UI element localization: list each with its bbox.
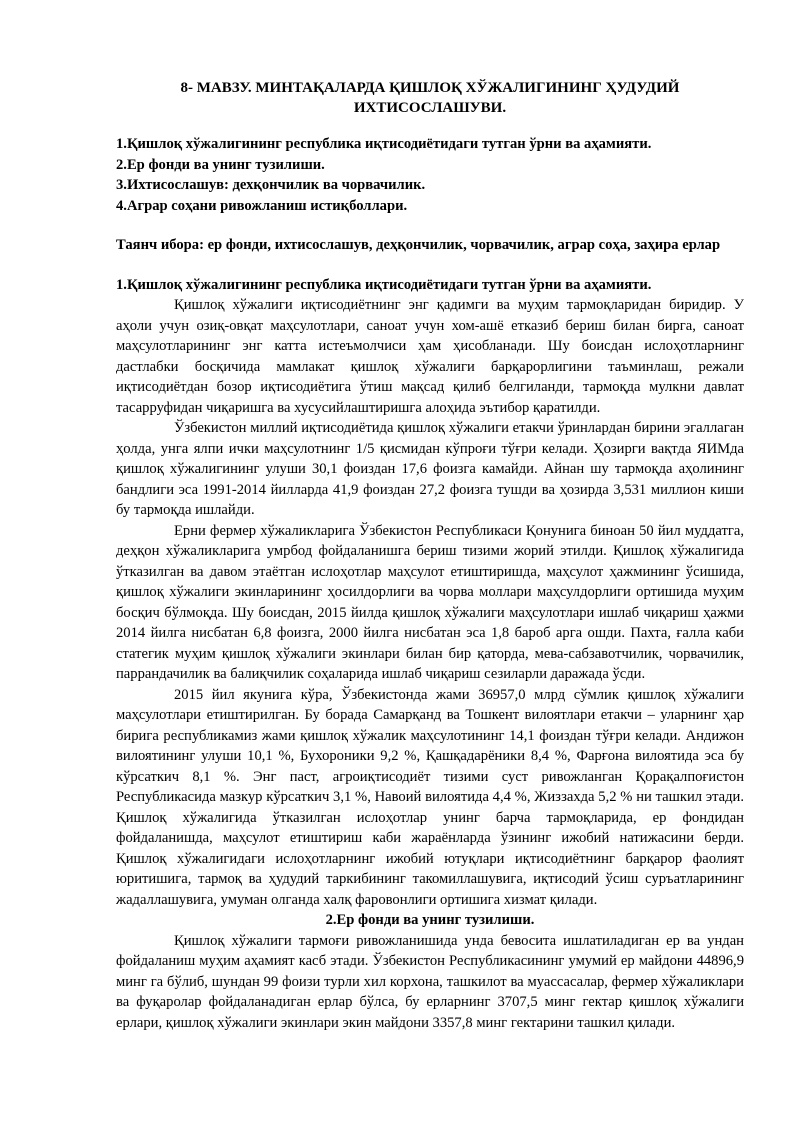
- outline-item-1: 1.Қишлоқ хўжалигининг республика иқтисодиётидаги тутган ўрни ва аҳамияти.: [116, 136, 652, 152]
- body-paragraph: Ерни фермер хўжаликларига Ўзбекистон Республикаси Қонунига биноан 50 йил муддатга, деҳқон хўжаликларига умрбод фойдаланишга бериш тизими жорий этилди. Қишлоқ хўжалигида ўтказилган ва давом этаётган ислоҳотлар маҳсулот етиштиришда, маҳсулот ҳажмининг ўсишида, қишлоқ хўжалиги экинларининг ҳосилдорлиги ва чорва моллари маҳсулдорлиги ортишида муҳим босқич бўлмоқда. Шу боисдан, 2015 йилда қишлоқ хўжалиги маҳсулотлари ишлаб чиқариш ҳажми 2014 йилга нисбатан 6,8 фоизга, 2000 йилга нисбатан эса 1,8 бароб арга ошди. Пахта, ғалла каби статегик муҳим қишлоқ хўжалиги экинлари билан бир қаторда, мева-сабзавотчилик, чорвачилик, паррандачилик ва балиқчилик соҳаларида ишлаб чиқариш сезиларли даражада ўсди.: [116, 522, 744, 682]
- title-line-2: ИХТИСОСЛАШУВИ.: [353, 100, 507, 116]
- keywords: Таянч ибора: ер фонди, ихтисослашув, деҳқончилик, чорвачилик, аграр соҳа, заҳира ерлар: [116, 237, 721, 253]
- outline-item-3: 3.Ихтисослашув: дехқончилик ва чорвачилик.: [116, 177, 426, 193]
- spacer: [116, 256, 744, 275]
- section-1-heading: 1.Қишлоқ хўжалигининг республика иқтисодиётидаги тутган ўрни ва аҳамияти.: [116, 276, 652, 293]
- body-paragraph: Қишлоқ хўжалиги иқтисодиётнинг энг қадимги ва муҳим тармоқларидан биридир. У аҳоли учун озиқ-овқат маҳсулотлари, саноат учун хом-ашё етказиб бериш билан бирга, саноат маҳсулотларининг энг катта истеъмолчиси ҳам ҳисобланади. Шу боисдан ислоҳотларнинг дастлабки босқичида мамлакат қишлоқ хўжалиги барқарорлигини таъминлаш, режали иқтисодиётдан бозор иқтисодиётига ўтиш мақсад қилиб белгиланди, тармоқда мулкни давлат тасарруфидан чиқаришга ва хусусийлаштиришга алоҳида эътибор қаратилди.: [116, 297, 744, 416]
- title-line-1: 8- МАВЗУ. МИНТАҚАЛАРДА ҚИШЛОҚ ХЎЖАЛИГИНИНГ ҲУДУДИЙ: [180, 80, 680, 96]
- document-page: [116, 78, 744, 1033]
- document-title: [116, 78, 744, 118]
- spacer: [116, 216, 744, 235]
- body-paragraph: Ўзбекистон миллий иқтисодиётида қишлоқ хўжалиги етакчи ўринлардан бирини эгаллаган ҳолда, унга ялпи ички маҳсулотнинг 1/5 қисмидан кўпроғи тўғри келади. Ҳозирги вақтда ЯИМда қишлоқ хўжалигининг улуши 30,1 фоиздан 17,6 фоизга камайди. Айнан шу тармоқда аҳолининг бандлиги эса 1991-2014 йилларда 41,9 фоиздан 27,2 фоизга тушди ва ҳозирда 3,531 миллион киши бу тармоқда ишлайди.: [116, 420, 744, 518]
- topic-outline: [116, 134, 744, 216]
- body-paragraph: Қишлоқ хўжалиги тармоғи ривожланишида унда бевосита ишлатиладиган ер ва ундан фойдаланиш муҳим аҳамият касб этади. Ўзбекистон Республикасининг умумий ер майдони 44896,9 минг га бўлиб, шундан 99 фоизи турли хил корхона, ташкилот ва муассасалар, фермер хўжаликлари ва фуқаролар фойдаланадиган ерлар бўлса, бу ерларнинг 3707,5 минг гектар қишлоқ хўжалиги ерлари, қишлоқ хўжалиги экинлари экин майдони 3357,8 минг гектарини ташкил қилади.: [116, 932, 744, 1031]
- outline-item-4: 4.Аграр соҳани ривожланиш истиқболлари.: [116, 197, 408, 214]
- body-paragraph: 2015 йил якунига кўра, Ўзбекистонда жами 36957,0 млрд сўмлик қишлоқ хўжалиги маҳсулотлари етиштирилган. Бу борада Самарқанд ва Тошкент вилоятлари етакчи – уларнинг ҳар бирига республикамиз жами қишлоқ хўжалик маҳсулотининг 14,1 фоиздан тўғри келади. Андижон вилоятининг улуши 10,1 %, Бухороники 9,2 %, Қашқадарёники 8,4 %, Фарғона вилоятида эса бу кўрсаткич 8,1 %. Энг паст, агроиқтисодиёт тизими суст ривожланган Қорақалпоғистон Республикасида мазкур кўрсаткич 3,1 %, Навоий вилоятида 4,4 %, Жиззахда 5,2 % ни ташкил этади. Қишлоқ хўжалигида ўтказилган ислоҳотлар унинг барча тармоқларида, ер фондидан фойдаланишда, маҳсулот етиштириш каби жараёнларда ўзининг ижобий натижасини берди. Қишлоқ хўжалигидаги ислоҳотларнинг ижобий ютуқлари иқтисодиётнинг барқарор фаолият юритишига, тармоқ ва ҳудудий таркибининг такомиллашувига, иқтисодий ўсиш суръатларининг жадаллашувига, умуман олганда халқ фаровонлиги ортишига хизмат қилади.: [116, 686, 744, 908]
- section-2-heading: 2.Ер фонди ва унинг тузилиши.: [325, 912, 535, 928]
- outline-item-2: 2.Ер фонди ва унинг тузилиши.: [116, 156, 325, 173]
